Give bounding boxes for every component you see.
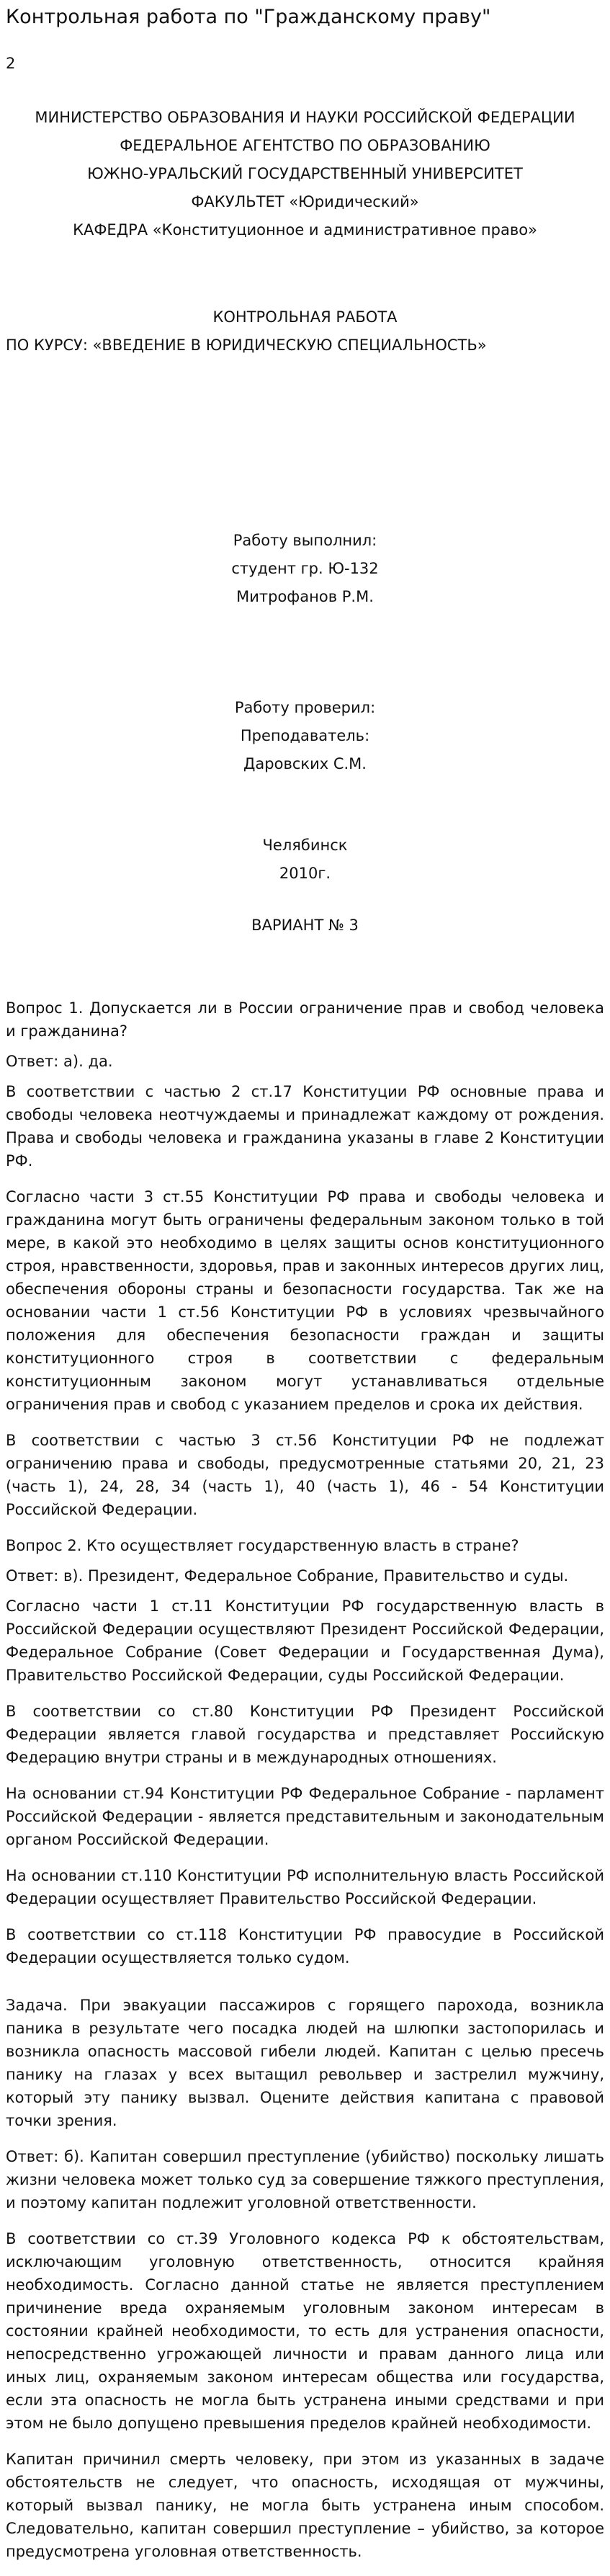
student-group: студент гр. Ю-132 xyxy=(231,560,379,577)
q2-paragraph-2: В соответствии со ст.80 Конституции РФ Президент Российской Федерации является главой государства и представляет Российскую Федерацию внутри страны и в международных отношениях. xyxy=(6,1703,604,1766)
city-year-block xyxy=(6,834,604,890)
task-paragraph-2: Капитан причинил смерть человеку, при этом из указанных в задаче обстоятельств не следует, что опасность, исходящая от мужчины, который вызвал панику, не могла быть устранена иным способом. Следовательно, капитан совершил преступление – убийство, за которое предусмотрена уголовная ответственность. xyxy=(6,2451,604,2560)
variant-heading: ВАРИАНТ № 3 xyxy=(251,917,359,934)
organization-block xyxy=(6,106,604,246)
city: Челябинск xyxy=(262,837,348,854)
department-line: КАФЕДРА «Конституционное и административное право» xyxy=(73,221,537,239)
teacher-name: Даровских С.М. xyxy=(243,755,367,772)
teacher-label: Преподаватель: xyxy=(240,727,370,744)
q1-paragraph-1: В соответствии с частью 2 ст.17 Конституции РФ основные права и свободы человека неотчуждаемы и принадлежат каждому от рождения. Права и свободы человека и гражданина указаны в главе 2 Конституции РФ. xyxy=(6,1083,604,1169)
q2-paragraph-3: На основании ст.94 Конституции РФ Федеральное Собрание - парламент Российской Федерации - является представительным и законодательным органом Российской Федерации. xyxy=(6,1785,604,1848)
q2-paragraph-5: В соответствии со ст.118 Конституции РФ правосудие в Российской Федерации осуществляется только судом. xyxy=(6,1926,604,1966)
performed-by-block xyxy=(6,529,604,613)
q2-paragraph-4: На основании ст.110 Конституции РФ исполнительную власть Российской Федерации осуществляет Правительство Российской Федерации. xyxy=(6,1867,604,1907)
faculty-line: ФАКУЛЬТЕТ «Юридический» xyxy=(191,193,419,210)
year: 2010г. xyxy=(279,865,331,882)
checked-by-block xyxy=(6,696,604,780)
main-content xyxy=(6,997,604,2576)
answer-1: Ответ: а). да. xyxy=(6,1053,113,1070)
task-answer: Ответ: б). Капитан совершил преступление (убийство) поскольку лишать жизни человека может только суд за совершение тяжкого преступления, и поэтому капитан подлежит уголовной ответственности. xyxy=(6,2148,604,2211)
answer-2: Ответ: в). Президент, Федеральное Собрание, Правительство и суды. xyxy=(6,1567,569,1585)
document-title: Контрольная работа по "Гражданскому праву" xyxy=(6,6,491,28)
ministry-line: МИНИСТЕРСТВО ОБРАЗОВАНИЯ И НАУКИ РОССИЙСКОЙ ФЕДЕРАЦИИ xyxy=(35,109,575,126)
agency-line: ФЕДЕРАЛЬНОЕ АГЕНТСТВО ПО ОБРАЗОВАНИЮ xyxy=(120,137,490,154)
task-statement: Задача. При эвакуации пассажиров с горящего парохода, возникла паника в результате чего посадка людей на шлюпки застопорилась и возникла опасность массовой гибели людей. Капитан с целью пресечь панику на глазах у всех вытащил револьвер и застрелил мужчину, который эту панику вызвал. Оцените действия капитана с правовой точки зрения. xyxy=(6,1997,604,2129)
q1-paragraph-2: Согласно части 3 ст.55 Конституции РФ права и свободы человека и гражданина могут быть ограничены федеральным законом только в той мере, в какой это необходимо в целях защиты основ конституционного строя, нравственности, здоровья, прав и законных интересов других лиц, обеспечения обороны страны и безопасности государства. Так же на основании части 1 ст.56 Конституции РФ в условиях чрезвычайного положения для обеспечения безопасности граждан и защиты конституционного строя в соответствии с федеральным конституционным законом могут устанавливаться отдельные ограничения прав и свобод с указанием пределов и срока их действия. xyxy=(6,1188,604,1413)
work-type-heading: КОНТРОЛЬНАЯ РАБОТА xyxy=(212,308,398,326)
page-number: 2 xyxy=(6,55,16,72)
student-name: Митрофанов Р.М. xyxy=(236,588,374,605)
question-2: Вопрос 2. Кто осуществляет государственную власть в стране? xyxy=(6,1537,519,1554)
course-line: ПО КУРСУ: «ВВЕДЕНИЕ В ЮРИДИЧЕСКУЮ СПЕЦИАЛЬНОСТЬ» xyxy=(6,337,487,354)
task-paragraph-1: В соответствии со ст.39 Уголовного кодекса РФ к обстоятельствам, исключающим уголовную ответственность, относится крайняя необходимость. Согласно данной статье не является преступлением причинение вреда охраняемым уголовным законом интересам в состоянии крайней необходимости, то есть для устранения опасности, непосредственно угрожающей личности и правам данного лица или иных лиц, охраняемым законом интересам общества или государства, если эта опасность не могла быть устранена иными средствами и при этом не было допущено превышения пределов крайней необходимости. xyxy=(6,2230,604,2432)
q2-paragraph-1: Согласно части 1 ст.11 Конституции РФ государственную власть в Российской Федерации осуществляют Президент Российской Федерации, Федеральное Собрание (Совет Федерации и Государственная Дума), Правительство Российской Федерации, суды Российской Федерации. xyxy=(6,1597,604,1684)
question-1: Вопрос 1. Допускается ли в России ограничение прав и свобод человека и гражданина? xyxy=(6,999,604,1040)
q1-paragraph-3: В соответствии с частью 3 ст.56 Конституции РФ не подлежат ограничению права и свободы, предусмотренные статьями 20, 21, 23 (часть 1), 24, 28, 34 (часть 1), 40 (часть 1), 46 - 54 Конституции Российской Федерации. xyxy=(6,1432,604,1518)
checked-label: Работу проверил: xyxy=(234,699,376,716)
performed-label: Работу выполнил: xyxy=(233,532,377,549)
university-line: ЮЖНО-УРАЛЬСКИЙ ГОСУДАРСТВЕННЫЙ УНИВЕРСИТЕТ xyxy=(87,165,523,182)
